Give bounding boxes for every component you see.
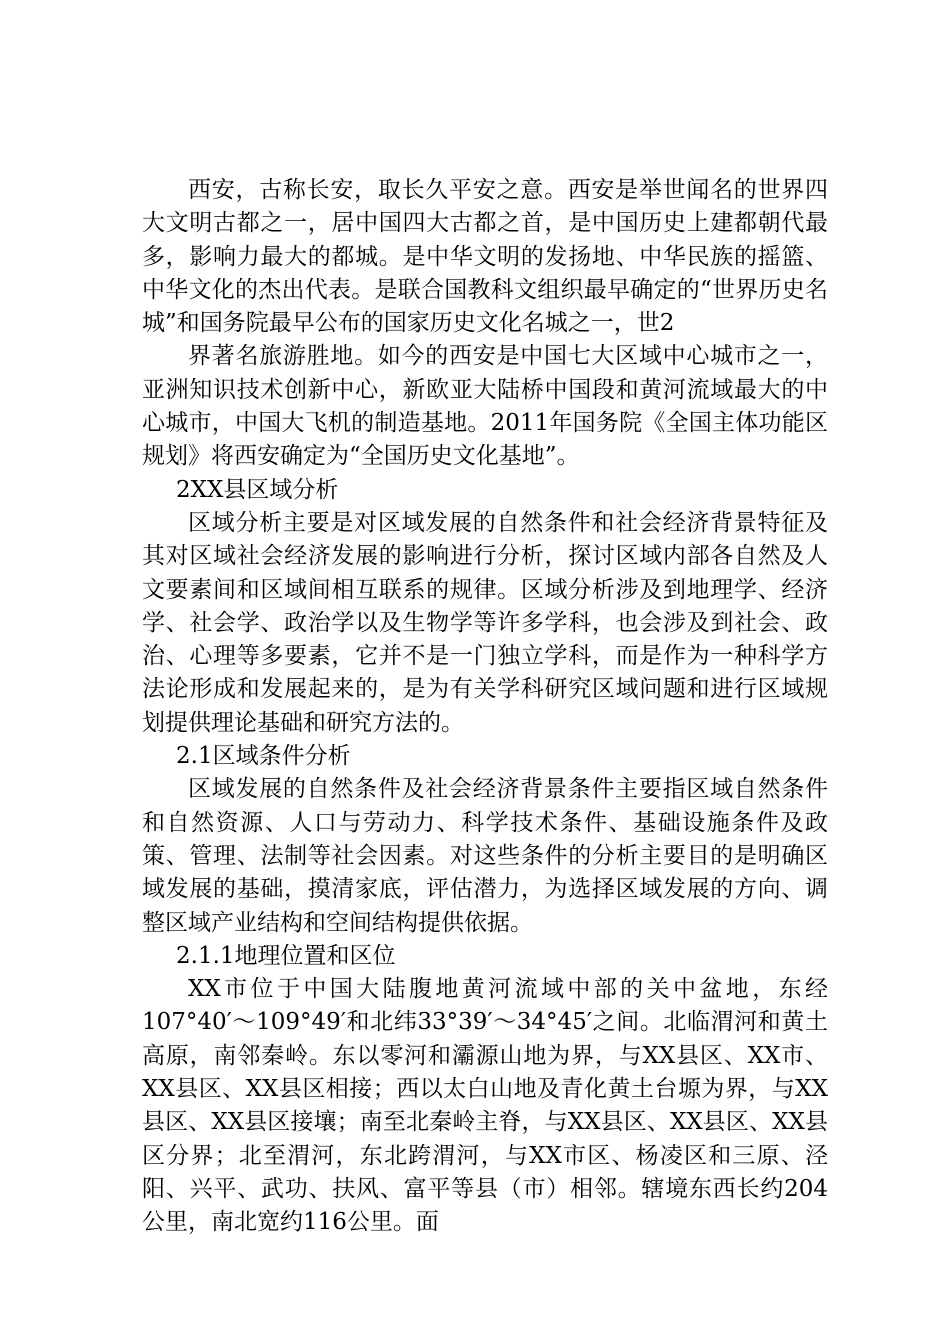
paragraph-regional-conditions: 区域发展的自然条件及社会经济背景条件主要指区域自然条件和自然资源、人口与劳动力、科学技术条件、基础设施条件及政策、管理、法制等社会因素。对这些条件的分析主要目的是明确区域发展的基础，摸清家底，评估潜力，为选择区域发展的方向、调整区域产业结构和空间结构提供依据。 <box>142 776 828 936</box>
paragraph-xian-today: 界著名旅游胜地。如今的西安是中国七大区域中心城市之一，亚洲知识技术创新中心，新欧亚大陆桥中国段和黄河流域最大的中心城市，中国大飞机的制造基地。2011年国务院《全国主体功能区规划》将西安确定为“全国历史文化基地”。 <box>142 343 828 470</box>
paragraph-regional-analysis: 区域分析主要是对区域发展的自然条件和社会经济背景特征及其对区域社会经济发展的影响进行分析，探讨区域内部各自然及人文要素间和区域间相互联系的规律。区域分析涉及到地理学、经济学、社会学、政治学以及生物学等许多学科，也会涉及到社会、政治、心理等多要素，它并不是一门独立学科，而是作为一种科学方法论形成和发展起来的，是为有关学科研究区域问题和进行区域规划提供理论基础和研究方法的。 <box>142 509 828 736</box>
section-heading-regional-analysis: 2XX县区域分析 <box>176 476 339 503</box>
paragraph-intro-xian: 西安，古称长安，取长久平安之意。西安是举世闻名的世界四大文明古都之一，居中国四大古都之首，是中国历史上建都朝代最多，影响力最大的都城。是中华文明的发扬地、中华民族的摇篮、中华文化的杰出代表。是联合国教科文组织最早确定的“世界历史名城”和国务院最早公布的国家历史文化名城之一，世2 <box>142 177 828 337</box>
section-heading-geographic-location: 2.1.1地理位置和区位 <box>176 942 396 969</box>
paragraph-geographic-location: XX市位于中国大陆腹地黄河流域中部的关中盆地，东经107°40′～109°49′和北纬33°39′～34°45′之间。北临渭河和黄土高原，南邻秦岭。东以零河和灞源山地为界，与XX县区、XX市、XX县区、XX县区相接；西以太白山地及青化黄土台塬为界，与XX县区、XX县区接壤；南至北秦岭主脊，与XX县区、XX县区、XX县区分界；北至渭河，东北跨渭河，与XX市区、杨凌区和三原、泾阳、兴平、武功、扶风、富平等县（市）相邻。辖境东西长约204公里，南北宽约116公里。面 <box>142 976 828 1236</box>
section-heading-regional-conditions: 2.1区域条件分析 <box>176 743 351 770</box>
document-body <box>142 174 828 1240</box>
